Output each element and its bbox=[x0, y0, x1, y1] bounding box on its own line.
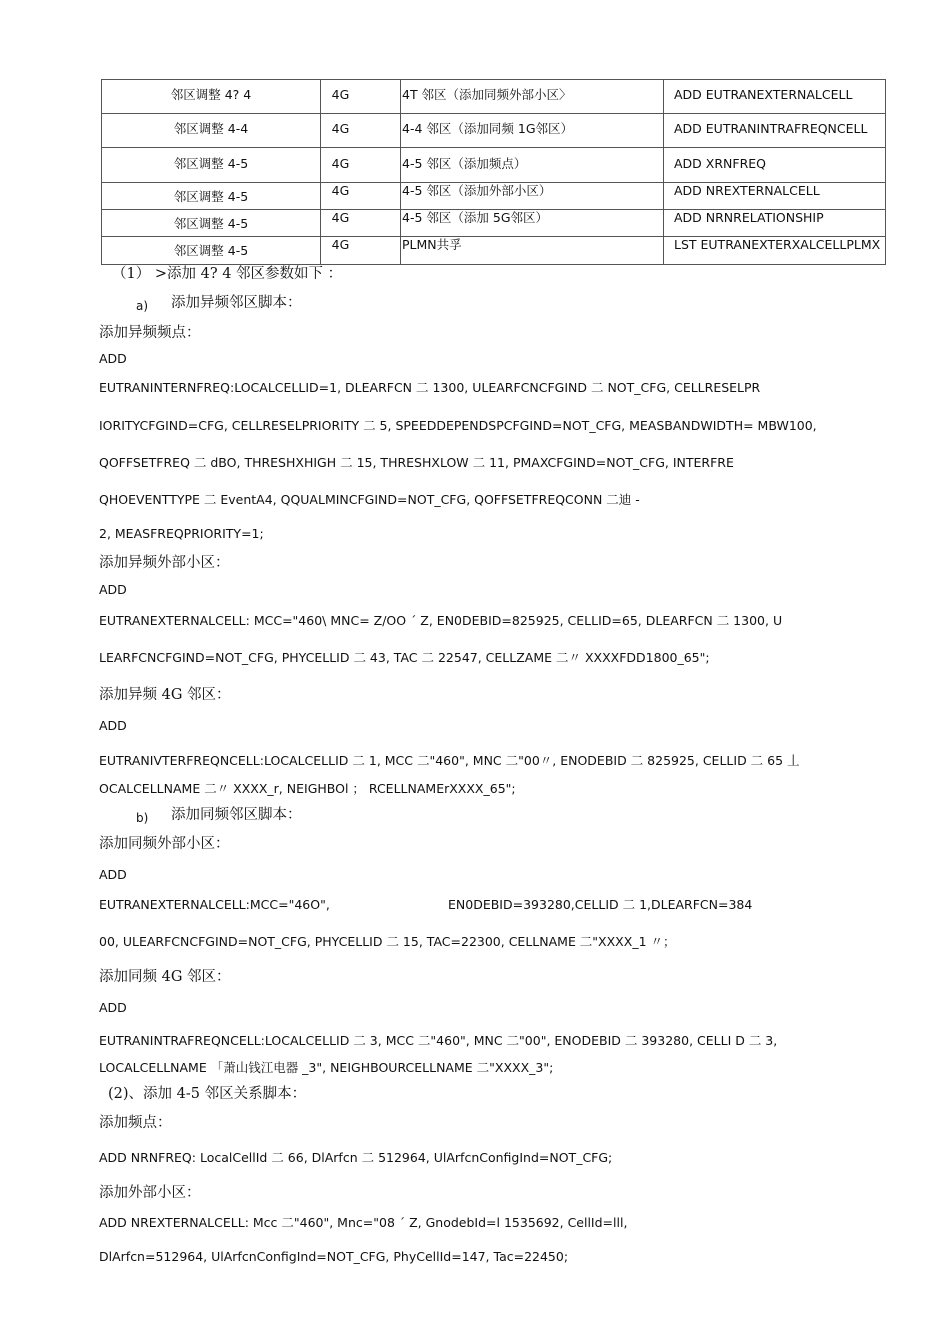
table-row bbox=[102, 237, 886, 265]
section-heading-1: （1） >添加 4? 4 邻区参数如下 ： bbox=[112, 266, 343, 282]
table-row bbox=[102, 183, 886, 210]
code-line: EUTRANINTERNFREQ:LOCALCELLID=1, DLEARFCN 二 1300, ULEARFCNCFGIND 二 NOT_CFG, CELLRESELPR bbox=[99, 380, 761, 395]
code-line: EN0DEBID=393280,CELLID 二 1,DLEARFCN=384 bbox=[448, 897, 753, 912]
code-line: QOFFSETFREQ 二 dBO, THRESHXHIGH 二 15, THRESHXLOW 二 11, PMAXCFGIND=NOT_CFG, INTERFRE bbox=[99, 455, 734, 470]
subsection-title-b: 添加同频邻区脚本： bbox=[171, 807, 302, 823]
table-cell-name: 邻区调整 4-5 bbox=[102, 210, 321, 237]
table-cell-cmd: ADD NRNRELATIONSHIP bbox=[664, 210, 886, 237]
list-marker-b: b) bbox=[136, 811, 149, 825]
code-line: ADD NRNFREQ: LocalCellId 二 66, DlArfcn 二 512964, UlArfcnConfigInd=NOT_CFG; bbox=[99, 1150, 613, 1165]
ext-cell-title: 添加异频外部小区： bbox=[99, 555, 230, 571]
same-ext-cell-title: 添加同频外部小区： bbox=[99, 836, 230, 852]
list-marker-a: a) bbox=[136, 299, 149, 313]
table-cell-cmd: ADD EUTRANINTRAFREQNCELL bbox=[664, 114, 886, 148]
table-cell-name: 邻区调整 4-5 bbox=[102, 183, 321, 210]
freq-title: 添加异频频点： bbox=[99, 325, 201, 341]
nr-ext-cell-title: 添加外部小区： bbox=[99, 1185, 201, 1201]
code-line: 2, MEASFREQPRIORITY=1; bbox=[99, 526, 264, 541]
intra-freq-title: 添加同频 4G 邻区： bbox=[99, 969, 231, 985]
code-line: QHOEVENTTYPE 二 EventA4, QQUALMINCFGIND=NOT_CFG, QOFFSETFREQCONN 二迪 - bbox=[99, 492, 640, 507]
code-add-1: ADD bbox=[99, 351, 127, 366]
code-add-5: ADD bbox=[99, 1000, 127, 1015]
code-line: IORITYCFGIND=CFG, CELLRESELPRIORITY 二 5, SPEEDDEPENDSPCFGIND=NOT_CFG, MEASBANDWIDTH= MBW100, bbox=[99, 418, 817, 433]
table-cell-cmd: ADD NREXTERNALCELL bbox=[664, 183, 886, 210]
table-cell-net: 4G bbox=[321, 210, 401, 237]
table-cell-name: 邻区调整 4-5 bbox=[102, 148, 321, 183]
table-row bbox=[102, 148, 886, 183]
subsection-title-a: 添加异频邻区脚本： bbox=[171, 295, 302, 311]
table-cell-desc: 4T 邻区（添加同频外部小区〉 bbox=[401, 80, 664, 114]
code-line: DlArfcn=512964, UlArfcnConfigInd=NOT_CFG, PhyCellId=147, Tac=22450; bbox=[99, 1249, 569, 1264]
table-cell-desc: PLMN共孚 bbox=[401, 237, 664, 265]
table-row bbox=[102, 114, 886, 148]
table-row bbox=[102, 80, 886, 114]
code-add-4: ADD bbox=[99, 867, 127, 882]
table-cell-net: 4G bbox=[321, 80, 401, 114]
code-add-3: ADD bbox=[99, 718, 127, 733]
table-cell-cmd: ADD EUTRANEXTERNALCELL bbox=[664, 80, 886, 114]
table-cell-desc: 4-5 邻区（添加频点） bbox=[401, 148, 664, 183]
table-cell-net: 4G bbox=[321, 114, 401, 148]
table-cell-cmd: LST EUTRANEXTERXALCELLPLMX bbox=[664, 237, 886, 265]
nr-freq-title: 添加频点： bbox=[99, 1115, 172, 1131]
code-line: EUTRANEXTERNALCELL: MCC="460\ MNC= Z/OO ˊ Z, EN0DEBID=825925, CELLID=65, DLEARFCN 二 1300, U bbox=[99, 613, 783, 628]
table-cell-desc: 4-4 邻区（添加同频 1G邻区） bbox=[401, 114, 664, 148]
code-line: LEARFCNCFGIND=NOT_CFG, PHYCELLID 二 43, TAC 二 22547, CELLZAME 二〃 XXXXFDD1800_65"; bbox=[99, 650, 710, 665]
neighbor-adjust-table bbox=[101, 79, 886, 265]
code-line: OCALCELLNAME 二〃 XXXX_r, NEIGHBOl ； RCELLNAMErXXXX_65"; bbox=[99, 781, 516, 796]
table-cell-name: 邻区调整 4-4 bbox=[102, 114, 321, 148]
code-line: ADD NREXTERNALCELL: Mcc 二"460", Mnc="08 ˊ Z, GnodebId=l 1535692, CellId=lll, bbox=[99, 1215, 628, 1230]
table-cell-net: 4G bbox=[321, 183, 401, 210]
table-cell-name: 邻区调整 4-5 bbox=[102, 237, 321, 265]
table-cell-desc: 4-5 邻区（添加 5G邻区） bbox=[401, 210, 664, 237]
table-cell-desc: 4-5 邻区（添加外部小区） bbox=[401, 183, 664, 210]
table-row bbox=[102, 210, 886, 237]
table-cell-name: 邻区调整 4? 4 bbox=[102, 80, 321, 114]
code-add-2: ADD bbox=[99, 582, 127, 597]
code-line: EUTRANINTRAFREQNCELL:LOCALCELLID 二 3, MCC 二"460", MNC 二"00", ENODEBID 二 393280, CELLI D 二 3, bbox=[99, 1033, 778, 1048]
table-cell-net: 4G bbox=[321, 237, 401, 265]
table-cell-cmd: ADD XRNFREQ bbox=[664, 148, 886, 183]
section-heading-2: (2)、添加 4-5 邻区关系脚本： bbox=[108, 1086, 307, 1102]
code-line: 00, ULEARFCNCFGIND=NOT_CFG, PHYCELLID 二 15, TAC=22300, CELLNAME 二"XXXX_1 〃； bbox=[99, 934, 676, 949]
code-line: EUTRANEXTERNALCELL:MCC="46O", bbox=[99, 897, 330, 912]
code-line: EUTRANIVTERFREQNCELL:LOCALCELLID 二 1, MCC 二"460", MNC 二"00〃, ENODEBID 二 825925, CELLID 二 65 丄 bbox=[99, 753, 800, 768]
inter-freq-title: 添加异频 4G 邻区： bbox=[99, 687, 231, 703]
code-line: LOCALCELLNAME 「萧山钱江电器 _3", NEIGHBOURCELLNAME 二"XXXX_3"; bbox=[99, 1060, 554, 1075]
table-cell-net: 4G bbox=[321, 148, 401, 183]
